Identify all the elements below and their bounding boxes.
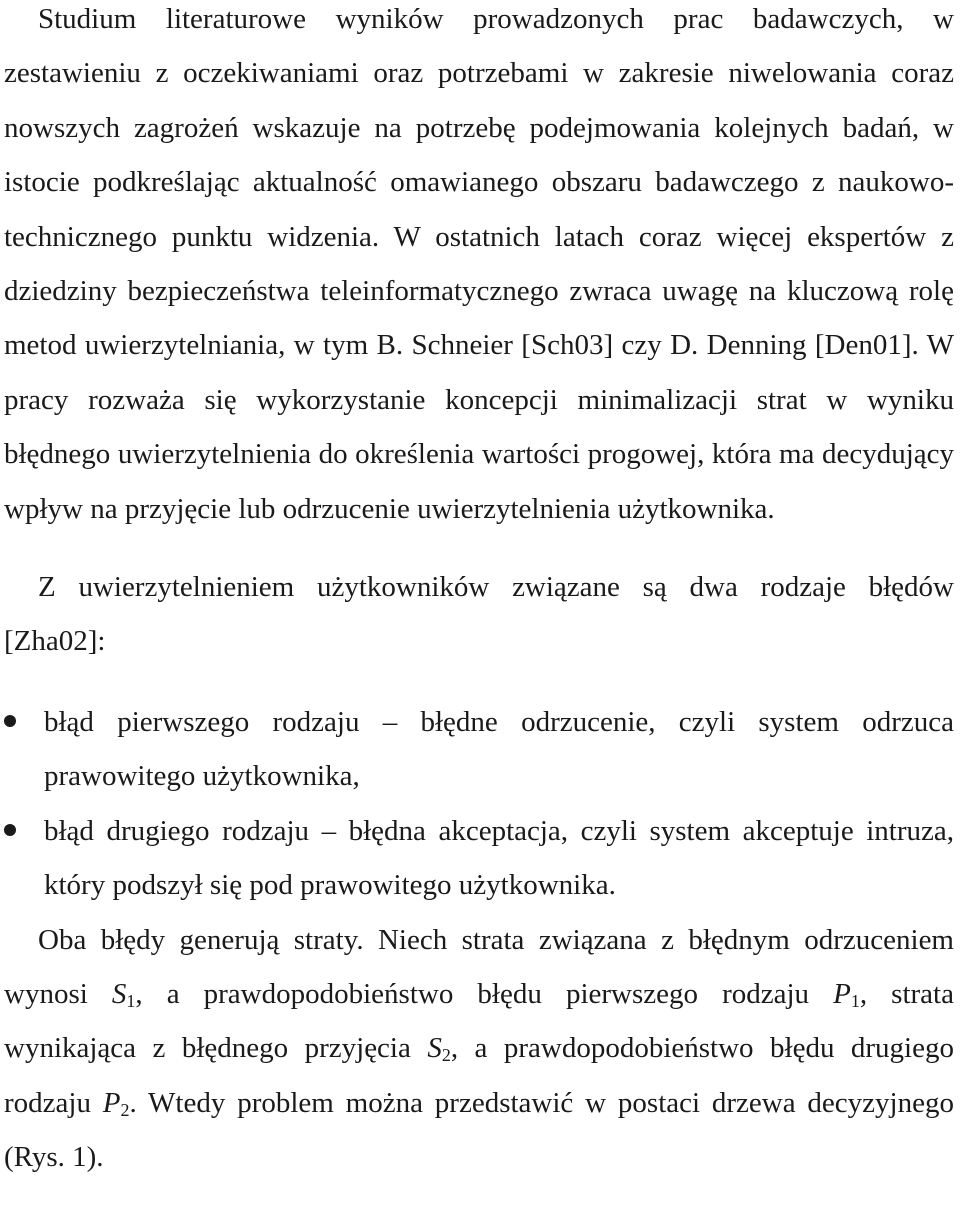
text-run: , a prawdopodobieństwo błędu drugiego rodzaju — [4, 1032, 954, 1119]
bullet-icon — [4, 824, 16, 836]
text-run: , a prawdopodobieństwo błędu pierwszego rodzaju — [135, 977, 834, 1010]
variable-s: S — [111, 977, 127, 1010]
paragraph-losses — [0, 913, 960, 1185]
list-item — [0, 804, 960, 913]
subscript: 1 — [850, 990, 860, 1011]
paragraph-error-types-intro: Z uwierzytelnieniem użytkowników związane są dwa rodzaje błędów [Zha02]: — [4, 571, 954, 658]
variable-p: P — [833, 977, 851, 1010]
list-item-text: błąd pierwszego rodzaju – błędne odrzucenie, czyli system odrzuca prawowitego użytkownika, — [44, 705, 954, 793]
text-run: . Wtedy problem można przedstawić w postaci drzewa decyzyjnego (Rys. 1). — [4, 1086, 954, 1174]
list-item-text: błąd drugiego rodzaju – błędna akceptacja, czyli system akceptuje intruza, który podszył się pod prawowitego użytkownika. — [44, 814, 954, 902]
subscript: 1 — [126, 990, 136, 1011]
variable-p: P — [102, 1086, 121, 1119]
subscript: 2 — [441, 1045, 451, 1066]
variable-s: S — [427, 1032, 442, 1065]
subscript: 2 — [120, 1099, 130, 1120]
text-run: , strata wynikająca z błędnego przyjęcia — [4, 977, 954, 1065]
text-run: Oba błędy generują straty. Niech strata związana z błędnym odrzuceniem wynosi — [4, 923, 954, 1010]
bullet-icon — [4, 715, 16, 727]
paragraph-literature-study: Studium literaturowe wyników prowadzonych prac badawczych, w zestawieniu z oczekiwaniami oraz potrzebami w zakresie niwelowania coraz nowszych zagrożeń wskazuje na potrzebę podejmowania kolejnych badań, w istocie podkreślając aktualność omawianego obszaru badawczego z naukowo-technicznego punktu widzenia. W ostatnich latach coraz więcej ekspertów z dziedziny bezpieczeństwa teleinformatycznego zwraca uwagę na kluczową rolę metod uwierzytelniania, w tym B. Schneier [Sch03] czy D. Denning [Den01]. W pracy rozważa się wykorzystanie koncepcji minimalizacji strat w wyniku błędnego uwierzytelnienia do określenia wartości progowej, która ma decydujący wpływ na przyjęcie lub odrzucenie uwierzytelnienia użytkownika. — [4, 3, 954, 525]
error-types-list — [0, 695, 960, 913]
list-item — [0, 695, 960, 804]
